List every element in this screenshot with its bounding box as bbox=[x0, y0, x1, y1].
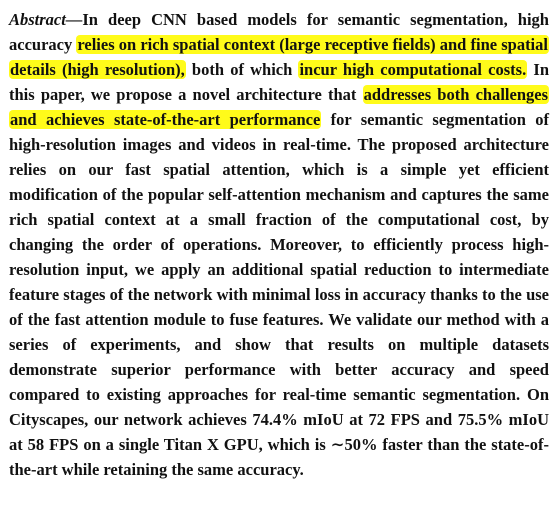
abstract-segment-3: both of which bbox=[185, 60, 299, 79]
abstract-label bbox=[9, 10, 82, 29]
highlighted-phrase-state-of-the-art: addresses both challenges and achieves state-of-the-art performance bbox=[10, 85, 548, 129]
abstract-segment-5: In this paper, we propose a novel architecture that bbox=[9, 60, 549, 104]
highlighted-phrase-computational-costs: incur high computational costs. bbox=[299, 60, 527, 79]
abstract-label-text: Abstract bbox=[9, 10, 66, 29]
abstract-segment-7: for semantic segmentation of high-resolution images and videos in real-time. The proposed architecture relies on our fast spatial attention, which is a simple yet efficient modification of the popular self-attention mechanism and captures the same rich spatial context at a small fraction of the computational cost, by changing the order of operations. Moreover, to efficiently process high-resolution input, we apply an additional spatial reduction to intermediate feature stages of the network with minimal loss in accuracy thanks to the use of the fast attention module to fuse features. We validate our method with a series of experiments, and show that results on multiple datasets demonstrate superior performance with better accuracy and speed compared to existing approaches for real-time semantic segmentation. On Cityscapes, our network achieves 74.4% mIoU at 72 FPS and 75.5% mIoU at 58 FPS on a single Titan X GPU, which is ∼50% faster than the state-of-the-art while retaining the same accuracy. bbox=[9, 110, 549, 479]
highlighted-phrase-rich-spatial-context: relies on rich spatial context (large receptive fields) and fine spatial details (high resolution), bbox=[10, 35, 548, 79]
abstract-dash: — bbox=[65, 10, 83, 29]
abstract-paragraph bbox=[9, 7, 549, 482]
abstract-segment-1: In deep CNN based models for semantic segmentation, high accuracy bbox=[9, 10, 549, 54]
